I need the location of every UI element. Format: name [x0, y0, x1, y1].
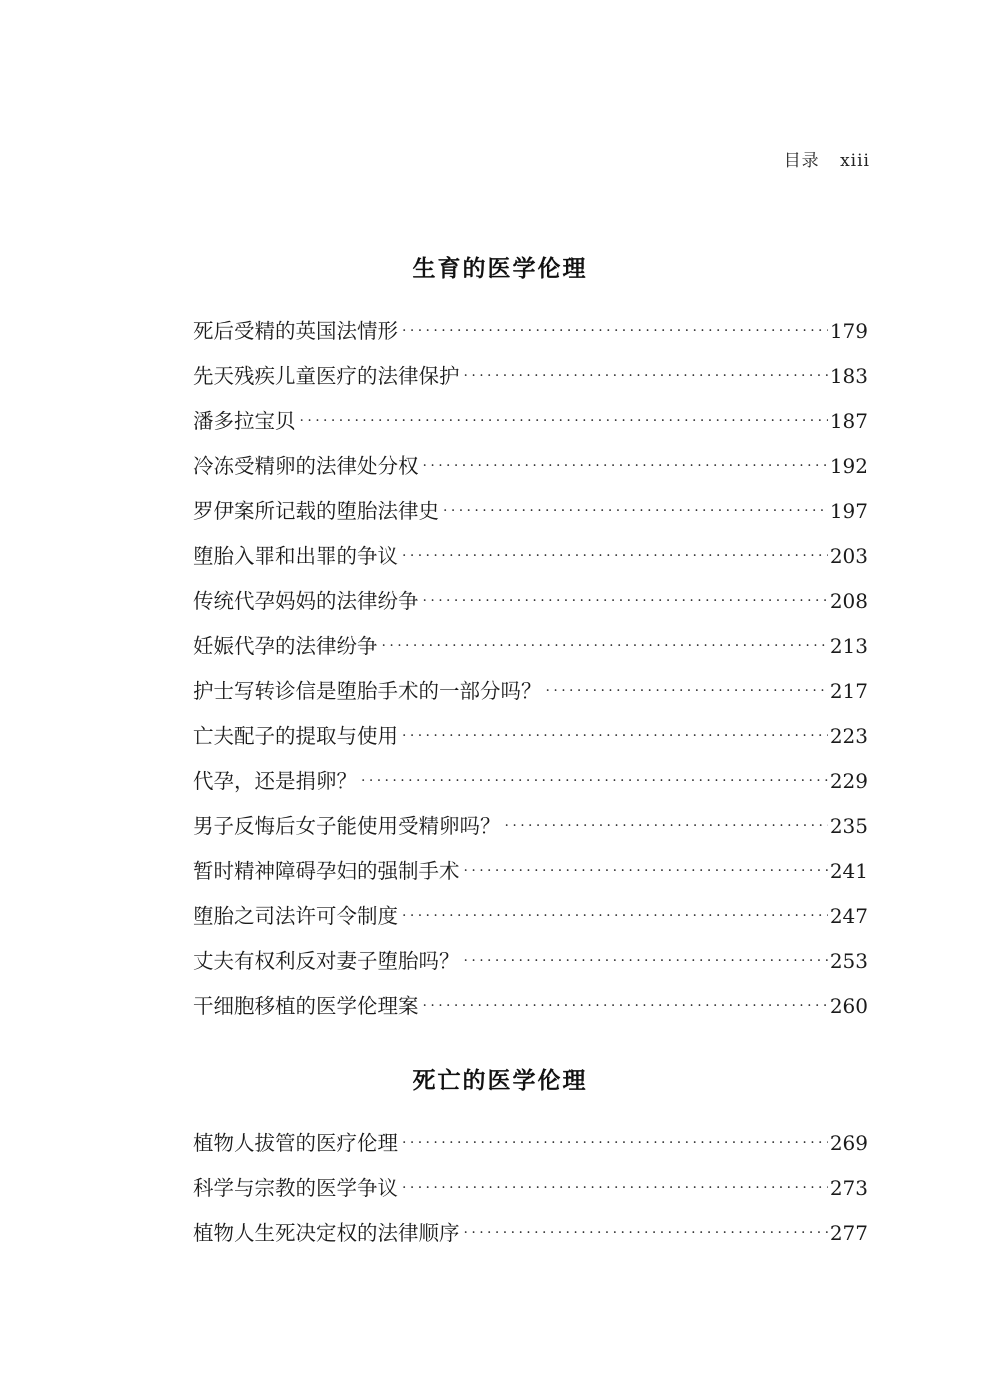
toc-entry-page: 247: [829, 903, 868, 928]
toc-entry[interactable]: [193, 533, 868, 578]
toc-entry-title: 丈夫有权利反对妻子堕胎吗？: [193, 948, 460, 973]
leader-dots: [402, 1176, 828, 1200]
toc-entry-page: 217: [829, 678, 868, 703]
toc-entry[interactable]: [193, 893, 868, 938]
toc-entry[interactable]: [193, 668, 868, 713]
leader-dots: [382, 634, 828, 658]
toc-entry-page: 208: [829, 588, 868, 613]
leader-dots: [464, 859, 828, 883]
toc-entry[interactable]: [193, 443, 868, 488]
header-page-number: xiii: [840, 151, 870, 171]
toc-entry[interactable]: [193, 848, 868, 893]
header-label: 目录: [783, 151, 820, 171]
toc-entry[interactable]: [193, 578, 868, 623]
toc-entry-page: 229: [829, 768, 868, 793]
toc-entry-page: 269: [829, 1130, 868, 1155]
toc-entry[interactable]: [193, 1165, 868, 1210]
toc-entry-page: 197: [829, 498, 868, 523]
toc-entry-page: 223: [829, 723, 868, 748]
section-title-birth: 生育的医学伦理: [412, 256, 588, 282]
toc-entry-page: 235: [829, 813, 868, 838]
toc-entry-page: 179: [829, 318, 868, 343]
toc-entry[interactable]: [193, 758, 868, 803]
toc-entry-page: 203: [829, 543, 868, 568]
leader-dots: [505, 814, 828, 838]
toc-entry-title: 暂时精神障碍孕妇的强制手术: [193, 858, 460, 883]
toc-entry[interactable]: [193, 398, 868, 443]
toc-entry[interactable]: [193, 1120, 868, 1165]
toc-entry-title: 冷冻受精卵的法律处分权: [193, 453, 419, 478]
toc-entry[interactable]: [193, 713, 868, 758]
leader-dots: [402, 544, 828, 568]
toc-entry[interactable]: [193, 803, 868, 848]
leader-dots: [464, 364, 828, 388]
toc-entry-page: 277: [829, 1220, 868, 1245]
toc-entry-page: 273: [829, 1175, 868, 1200]
section-title-death: 死亡的医学伦理: [412, 1068, 588, 1094]
leader-dots: [464, 1221, 828, 1245]
leader-dots: [300, 409, 828, 433]
leader-dots: [423, 589, 828, 613]
toc-entry-title: 亡夫配子的提取与使用: [193, 723, 398, 748]
toc-entry-page: 183: [829, 363, 868, 388]
toc-entry[interactable]: [193, 308, 868, 353]
toc-entry-title: 干细胞移植的医学伦理案: [193, 993, 419, 1018]
toc-entry[interactable]: [193, 353, 868, 398]
toc-list-death: [193, 1120, 868, 1255]
toc-entry-title: 护士写转诊信是堕胎手术的一部分吗？: [193, 678, 542, 703]
toc-entry-title: 传统代孕妈妈的法律纷争: [193, 588, 419, 613]
toc-entry-title: 妊娠代孕的法律纷争: [193, 633, 378, 658]
toc-entry-title: 堕胎之司法许可令制度: [193, 903, 398, 928]
toc-entry-page: 192: [829, 453, 868, 478]
leader-dots: [402, 319, 828, 343]
leader-dots: [423, 454, 828, 478]
toc-entry-title: 男子反悔后女子能使用受精卵吗？: [193, 813, 501, 838]
toc-entry-title: 植物人拔管的医疗伦理: [193, 1130, 398, 1155]
toc-entry[interactable]: [193, 1210, 868, 1255]
toc-entry-title: 堕胎入罪和出罪的争议: [193, 543, 398, 568]
toc-entry[interactable]: [193, 488, 868, 533]
toc-entry[interactable]: [193, 938, 868, 983]
toc-entry-page: 213: [829, 633, 868, 658]
toc-entry[interactable]: [193, 983, 868, 1028]
leader-dots: [443, 499, 828, 523]
toc-entry-title: 潘多拉宝贝: [193, 408, 296, 433]
toc-list-birth: [193, 308, 868, 1028]
leader-dots: [402, 904, 828, 928]
toc-entry-title: 科学与宗教的医学争议: [193, 1175, 398, 1200]
toc-entry-title: 罗伊案所记载的堕胎法律史: [193, 498, 439, 523]
toc-entry-page: 187: [829, 408, 868, 433]
leader-dots: [423, 994, 828, 1018]
leader-dots: [402, 1131, 828, 1155]
toc-entry-title: 死后受精的英国法情形: [193, 318, 398, 343]
toc-entry-page: 241: [829, 858, 868, 883]
running-header: [784, 146, 870, 171]
leader-dots: [464, 949, 828, 973]
toc-entry-title: 先天残疾儿童医疗的法律保护: [193, 363, 460, 388]
toc-entry[interactable]: [193, 623, 868, 668]
leader-dots: [546, 679, 828, 703]
leader-dots: [402, 724, 828, 748]
toc-entry-title: 代孕，还是捐卵？: [193, 768, 357, 793]
toc-entry-page: 253: [829, 948, 868, 973]
toc-entry-title: 植物人生死决定权的法律顺序: [193, 1220, 460, 1245]
leader-dots: [361, 769, 828, 793]
toc-entry-page: 260: [829, 993, 868, 1018]
